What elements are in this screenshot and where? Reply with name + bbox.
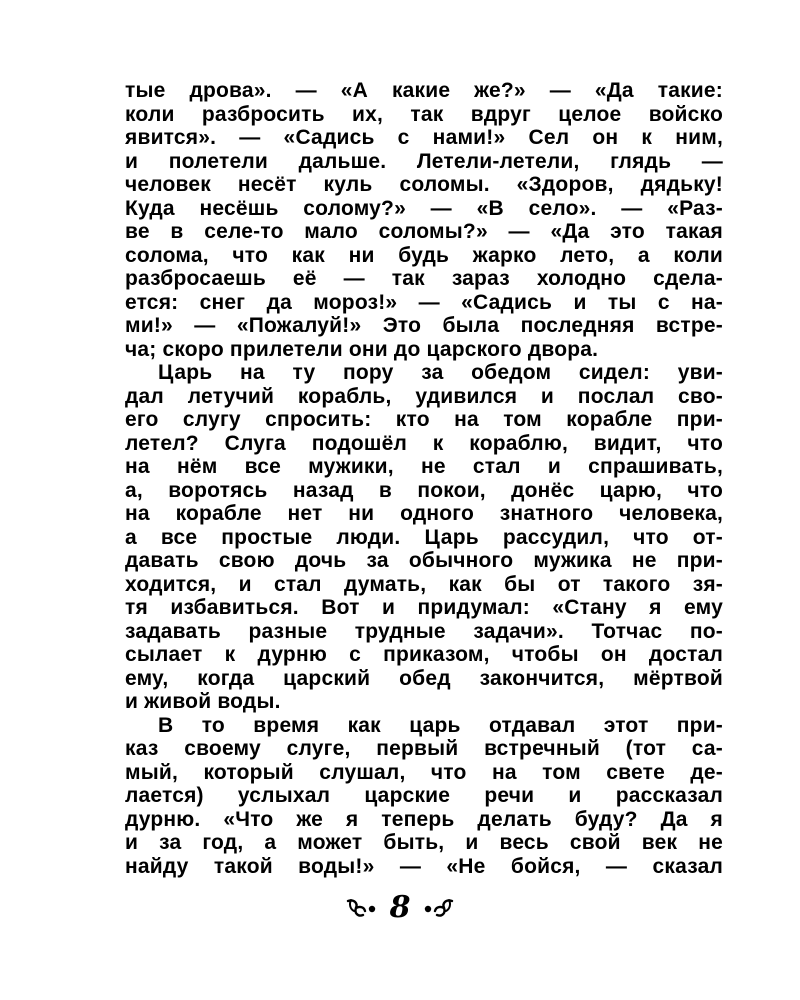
text-line: каз своему слуге, первый встречный (тот са- <box>125 737 723 760</box>
text-line: а, воротясь назад в покои, донёс царю, что <box>125 478 723 502</box>
text-line: явится». — «Садись с нами!» Сел он к ним, <box>125 126 723 149</box>
text-line: ходится, и стал думать, как бы от такого зя- <box>125 572 723 596</box>
text-line: а все простые люди. Царь рассудил, что от- <box>125 525 723 549</box>
text-line: сылает к дурню с приказом, чтобы он достал <box>125 643 723 666</box>
text-line: В то время как царь отдавал этот при- <box>158 713 723 737</box>
text-line: Царь на ту пору за обедом сидел: уви- <box>158 361 723 384</box>
text-line: и полетели дальше. Летели-летели, глядь — <box>125 149 723 173</box>
text-line: ему, когда царский обед закончится, мёртвой <box>125 666 723 690</box>
text-line: ве в селе-то мало соломы?» — «Да это такая <box>125 220 723 243</box>
text-line: на корабле нет ни одного знатного человека, <box>125 502 723 525</box>
text-line: тя избавиться. Вот и придумал: «Стану я ему <box>125 596 723 619</box>
text-line: летел? Слуга подошёл к кораблю, видит, что <box>125 431 723 455</box>
text-line: и за год, а может быть, и весь свой век не <box>125 831 723 854</box>
fleuron-right-icon <box>420 897 454 919</box>
text-line: на нём все мужики, не стал и спрашивать, <box>125 455 723 478</box>
text-line: задавать разные трудные задачи». Тотчас по- <box>125 619 723 643</box>
text-line: тые дрова». — «А какие же?» — «Да такие: <box>125 79 723 102</box>
text-line: мый, который слушал, что на том свете де- <box>125 760 723 784</box>
text-line: лается) услыхал царские речи и рассказал <box>125 784 723 807</box>
text-line: ча; скоро прилетели они до царского двора. <box>125 337 599 361</box>
text-line: ется: снег да мороз!» — «Садись и ты с на- <box>125 290 723 314</box>
paragraph-3 <box>125 714 723 879</box>
text-line: коли разбросить их, так вдруг целое войско <box>125 102 723 126</box>
page-number: 8 <box>389 890 411 925</box>
paragraph-1 <box>125 79 723 361</box>
fleuron-left-icon <box>346 897 380 919</box>
text-line: дурню. «Что же я теперь делать буду? Да я <box>125 807 723 831</box>
text-line: его слугу спросить: кто на том корабле при- <box>125 408 723 431</box>
text-line: давать свою дочь за обычного мужика не при- <box>125 549 723 572</box>
text-line: разбросаешь её — так зараз холодно сдела- <box>125 267 723 290</box>
paragraph-2 <box>125 361 723 714</box>
text-line: Куда несёшь солому?» — «В село». — «Раз- <box>125 196 723 220</box>
text-line: дал летучий корабль, удивился и послал сво- <box>125 384 723 408</box>
text-line: ми!» — «Пожалуй!» Это была последняя встре- <box>125 314 723 337</box>
text-line: найду такой воды!» — «Не бойся, — сказал <box>125 854 723 878</box>
page-footer <box>0 888 800 928</box>
body-text <box>125 79 723 878</box>
text-line: человек несёт куль соломы. «Здоров, дядьку! <box>125 173 723 196</box>
text-line: и живой воды. <box>125 690 281 713</box>
text-line: солома, что как ни будь жарко лето, а коли <box>125 243 723 267</box>
